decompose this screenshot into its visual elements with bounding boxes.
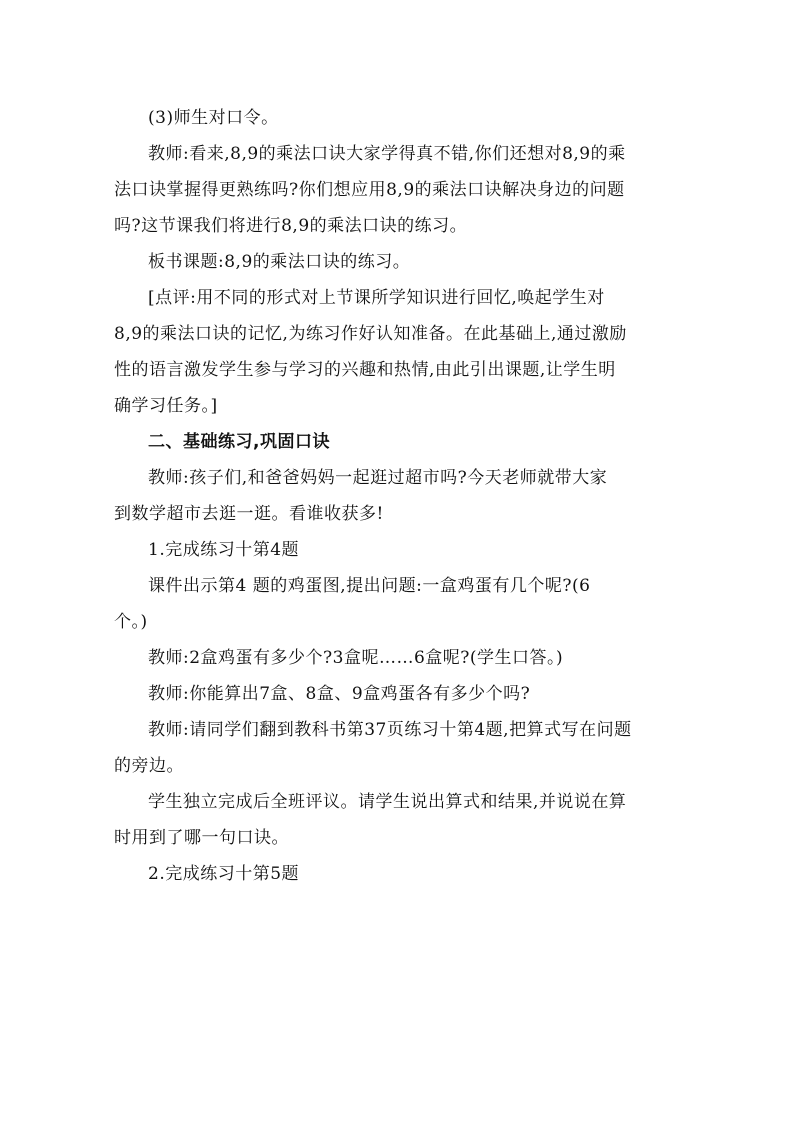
- text-line: 教师:你能算出7盒、8盒、9盒鸡蛋各有多少个吗?: [148, 684, 531, 704]
- heading-text: 二、基础练习,巩固口诀: [148, 432, 330, 452]
- text-line: 2.完成练习十第5题: [148, 864, 300, 884]
- text-line: [点评:用不同的形式对上节课所学知识进行回忆,唤起学生对: [148, 288, 605, 308]
- text-line: 课件出示第4 题的鸡蛋图,提出问题:一盒鸡蛋有几个呢?(6: [148, 576, 591, 596]
- paragraph-comment: [114, 280, 680, 424]
- text-line: 时用到了哪一句口诀。: [114, 828, 289, 848]
- text-line: 教师:请同学们翻到教科书第37页练习十第4题,把算式写在问题: [148, 720, 632, 740]
- paragraph-review: [114, 784, 680, 856]
- text-line: 性的语言激发学生参与学习的兴趣和热情,由此引出课题,让学生明: [114, 360, 616, 380]
- text-line: 的旁边。: [114, 756, 184, 776]
- text-line: 确学习任务。]: [114, 396, 218, 416]
- paragraph-exercise-4: [114, 532, 680, 568]
- text-line: 吗?这节课我们将进行8,9的乘法口诀的练习。: [114, 216, 468, 236]
- text-line: 到数学超市去逛一逛。看谁收获多!: [114, 504, 384, 524]
- text-line: 8,9的乘法口诀的记忆,为练习作好认知准备。在此基础上,通过激励: [114, 324, 627, 344]
- text-line: 法口诀掌握得更熟练吗?你们想应用8,9的乘法口诀解决身边的问题: [114, 180, 625, 200]
- text-line: 板书课题:8,9的乘法口诀的练习。: [148, 252, 411, 272]
- document-body: [114, 100, 680, 892]
- text-line: 1.完成练习十第4题: [148, 540, 300, 560]
- text-line: 教师:看来,8,9的乘法口诀大家学得真不错,你们还想对8,9的乘: [148, 144, 626, 164]
- paragraph-egg-question: [114, 568, 680, 640]
- paragraph-textbook: [114, 712, 680, 784]
- paragraph-oral-drill: [114, 100, 680, 136]
- text-line: (3)师生对口令。: [148, 108, 279, 128]
- paragraph-board-title: [114, 244, 680, 280]
- text-line: 教师:孩子们,和爸爸妈妈一起逛过超市吗?今天老师就带大家: [148, 468, 608, 488]
- paragraph-supermarket: [114, 460, 680, 532]
- paragraph-egg-count: [114, 640, 680, 676]
- text-line: 学生独立完成后全班评议。请学生说出算式和结果,并说说在算: [148, 792, 627, 812]
- text-line: 教师:2盒鸡蛋有多少个?3盒呢……6盒呢?(学生口答。): [148, 648, 564, 668]
- paragraph-egg-calc: [114, 676, 680, 712]
- section-heading: [114, 424, 680, 460]
- paragraph-teacher-intro: [114, 136, 680, 244]
- text-line: 个。): [114, 612, 148, 632]
- paragraph-exercise-5: [114, 856, 680, 892]
